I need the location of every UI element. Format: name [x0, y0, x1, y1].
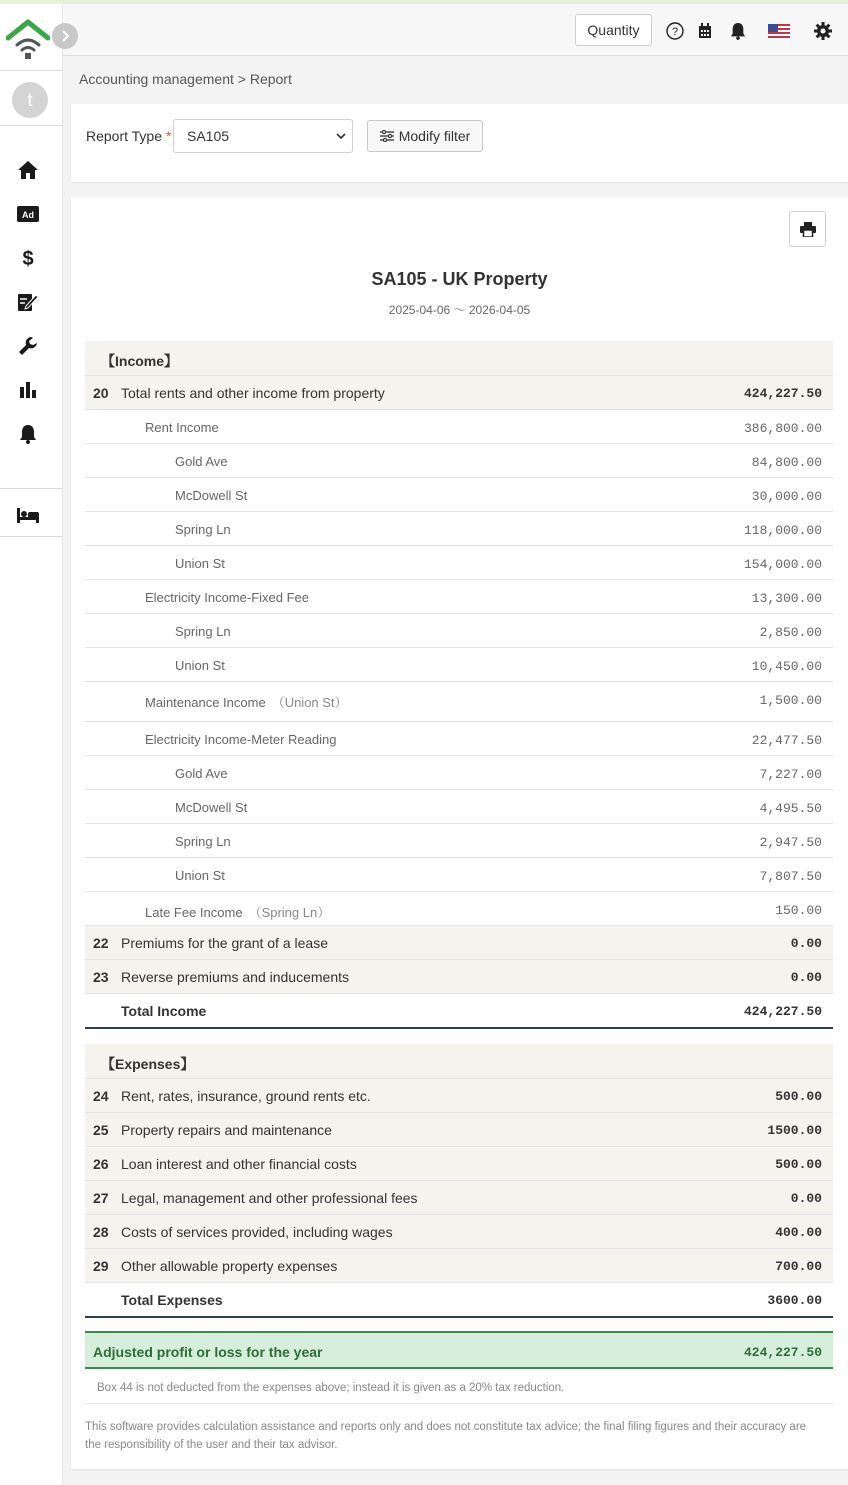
row-label-text: Spring Ln — [175, 624, 231, 639]
row-label — [121, 1292, 223, 1308]
chevron-down-icon — [336, 131, 346, 141]
row-label-text: Premiums for the grant of a lease — [121, 935, 328, 951]
row-label-text: McDowell St — [175, 800, 248, 815]
row-label-text: Electricity Income-Meter Reading — [145, 732, 337, 747]
table-row — [85, 1249, 833, 1283]
row-value: 1,500.00 — [759, 693, 822, 708]
row-value: 500.00 — [775, 1157, 822, 1172]
row-label — [175, 624, 231, 639]
total-row — [85, 1283, 833, 1318]
table-row — [85, 648, 833, 682]
table-row — [85, 580, 833, 614]
row-label-text: Legal, management and other professional fees — [121, 1190, 418, 1206]
row-value: 424,227.50 — [743, 1345, 822, 1360]
row-value: 4,495.50 — [759, 801, 822, 816]
row-label — [121, 1190, 418, 1206]
row-label — [175, 868, 225, 883]
row-label-text: Spring Ln — [175, 522, 231, 537]
svg-text:Ad: Ad — [22, 210, 34, 220]
row-label-text: Maintenance Income — [145, 695, 266, 710]
row-value: 386,800.00 — [743, 421, 822, 436]
row-label-text: Rent Income — [145, 420, 219, 435]
table-row — [85, 892, 833, 926]
row-label-text: Property repairs and maintenance — [121, 1122, 332, 1138]
row-label-text: 【Expenses】 — [101, 1056, 195, 1072]
row-value: 0.00 — [790, 1191, 822, 1206]
chevron-right-icon — [60, 30, 70, 42]
report-type-selected: SA105 — [187, 128, 230, 144]
logo-icon[interactable] — [6, 18, 50, 62]
row-label — [121, 1003, 206, 1019]
row-label-text: Union St — [175, 868, 225, 883]
box-number: 28 — [93, 1224, 109, 1240]
row-label-text: Union St — [175, 658, 225, 673]
total-row — [85, 994, 833, 1029]
box-number: 27 — [93, 1190, 109, 1206]
row-value: 0.00 — [790, 936, 822, 951]
dollar-icon[interactable] — [16, 246, 40, 270]
row-label-text: McDowell St — [175, 488, 248, 503]
row-label — [175, 454, 228, 469]
box-number: 23 — [93, 969, 109, 985]
table-row — [85, 1215, 833, 1249]
row-value: 7,807.50 — [759, 869, 822, 884]
row-value: 30,000.00 — [751, 489, 822, 504]
table-row — [85, 1147, 833, 1181]
row-value: 84,800.00 — [751, 455, 822, 470]
row-label — [175, 556, 225, 571]
row-label — [175, 800, 247, 815]
row-label — [121, 1122, 332, 1138]
section-gap — [85, 1318, 833, 1331]
row-label-text: Spring Ln — [175, 834, 231, 849]
row-label — [175, 658, 225, 673]
row-value: 154,000.00 — [743, 557, 822, 572]
table-row — [85, 1079, 833, 1113]
avatar[interactable] — [12, 82, 48, 118]
section-header-row — [85, 1044, 833, 1079]
table-row — [85, 410, 833, 444]
report-type-label — [86, 128, 171, 144]
modify-filter-button[interactable] — [367, 120, 483, 152]
section-gap — [85, 1029, 833, 1044]
report-title: SA105 - UK Property — [371, 269, 548, 289]
collapse-sidebar-button[interactable] — [52, 23, 78, 49]
box44-footnote: Box 44 is not deducted from the expenses above; instead it is given as a 20% tax reduction. — [97, 1382, 565, 1394]
row-label-text: Late Fee Income — [145, 905, 243, 920]
row-label — [121, 1258, 337, 1274]
row-label — [175, 522, 231, 537]
row-label-text: Rent, rates, insurance, ground rents etc. — [121, 1088, 371, 1104]
bar-chart-icon[interactable] — [16, 378, 40, 402]
row-value: 424,227.50 — [743, 386, 822, 401]
box-number: 22 — [93, 935, 109, 951]
row-label — [121, 1088, 371, 1104]
ad-icon[interactable] — [16, 202, 40, 226]
quantity-button[interactable]: Quantity — [575, 14, 652, 46]
row-value: 13,300.00 — [751, 591, 822, 606]
row-value: 424,227.50 — [743, 1004, 822, 1019]
help-icon[interactable] — [665, 21, 685, 41]
row-value: 2,850.00 — [759, 625, 822, 640]
box-number: 26 — [93, 1156, 109, 1172]
row-label — [175, 766, 228, 781]
row-value: 3600.00 — [767, 1293, 822, 1308]
row-label — [145, 590, 309, 605]
top-header — [63, 4, 848, 56]
report-period: 2025-04-06 〜 2026-04-05 — [388, 303, 531, 317]
row-label-text: Gold Ave — [175, 766, 228, 781]
svg-text:?: ? — [671, 26, 679, 38]
row-label-text: Total Income — [121, 1003, 207, 1019]
box-number: 24 — [93, 1088, 109, 1104]
row-value: 7,227.00 — [759, 767, 822, 782]
sidebar-divider — [0, 125, 63, 126]
bed-icon[interactable] — [16, 503, 40, 527]
row-value: 118,000.00 — [743, 523, 822, 538]
row-value: 0.00 — [790, 970, 822, 985]
svg-text:$: $ — [22, 248, 34, 269]
disclaimer: This software provides calculation assistance and reports only and does not constitute tax advice; the final filing figures and their accuracy are the responsibility of the user and their tax advisor. — [85, 1421, 807, 1451]
sliders-icon — [380, 130, 394, 142]
report-type-select[interactable] — [173, 119, 353, 153]
row-value: 150.00 — [775, 903, 822, 918]
row-label-text: Loan interest and other financial costs — [121, 1156, 357, 1172]
row-label — [175, 834, 231, 849]
row-label — [145, 732, 336, 747]
row-label — [121, 1224, 393, 1240]
modify-filter-label: Modify filter — [398, 128, 471, 144]
row-value: 10,450.00 — [751, 659, 822, 674]
row-label — [175, 488, 247, 503]
box-number: 25 — [93, 1122, 109, 1138]
row-label — [121, 969, 349, 985]
row-label-text: Adjusted profit or loss for the year — [93, 1344, 323, 1360]
row-label — [101, 1054, 194, 1074]
row-label-text: Reverse premiums and inducements — [121, 969, 349, 985]
row-label-text: Other allowable property expenses — [121, 1258, 338, 1274]
table-row — [85, 1113, 833, 1147]
table-row — [85, 546, 833, 580]
gear-icon[interactable] — [813, 21, 833, 41]
table-row — [85, 478, 833, 512]
breadcrumb: Accounting management > Report — [79, 71, 292, 87]
printer-icon — [800, 222, 816, 237]
row-label — [145, 420, 219, 435]
row-value: 700.00 — [775, 1259, 822, 1274]
table-row — [85, 756, 833, 790]
row-label-text: Electricity Income-Fixed Fee — [145, 590, 309, 605]
row-label-text: Gold Ave — [175, 454, 228, 469]
row-label — [145, 902, 330, 921]
report-type-label-text: Report Type — [86, 128, 163, 144]
table-row — [85, 790, 833, 824]
row-label-text: 【Income】 — [101, 353, 179, 369]
edit-document-icon[interactable] — [16, 290, 40, 314]
sidebar-divider — [0, 536, 63, 537]
row-label — [93, 1344, 322, 1360]
row-label — [121, 1156, 357, 1172]
table-row — [85, 722, 833, 756]
table-row — [85, 682, 833, 722]
row-value: 22,477.50 — [751, 733, 822, 748]
row-label — [145, 692, 348, 711]
row-label-text: Total Expenses — [121, 1292, 223, 1308]
table-row — [85, 376, 833, 410]
row-label-text: Total rents and other income from property — [121, 385, 385, 401]
table-row — [85, 512, 833, 546]
wrench-icon[interactable] — [16, 334, 40, 358]
box-number: 20 — [93, 385, 109, 401]
home-icon[interactable] — [16, 158, 40, 182]
avatar-letter: t — [27, 89, 33, 110]
row-label — [121, 385, 385, 401]
required-mark: * — [166, 128, 172, 144]
row-note: （Spring Ln） — [248, 905, 331, 920]
row-value: 1500.00 — [767, 1123, 822, 1138]
table-row — [85, 614, 833, 648]
profit-row — [85, 1331, 833, 1369]
calendar-icon[interactable] — [695, 21, 715, 41]
table-row — [85, 858, 833, 892]
row-value: 500.00 — [775, 1089, 822, 1104]
row-value: 2,947.50 — [759, 835, 822, 850]
us-flag-icon[interactable] — [767, 21, 791, 41]
sidebar — [0, 4, 63, 1485]
sidebar-divider — [0, 488, 63, 489]
section-header-row — [85, 341, 833, 376]
bell-icon[interactable] — [728, 21, 748, 41]
table-row — [85, 960, 833, 994]
row-label-text: Costs of services provided, including wages — [121, 1224, 393, 1240]
box-number: 29 — [93, 1258, 109, 1274]
footnote-divider — [85, 1403, 833, 1404]
filter-card — [71, 104, 848, 182]
report-table — [85, 341, 833, 1369]
table-row — [85, 824, 833, 858]
row-label-text: Union St — [175, 556, 225, 571]
print-button[interactable] — [789, 211, 826, 247]
sidebar-divider — [0, 70, 63, 71]
table-row — [85, 926, 833, 960]
row-note: （Union St） — [271, 695, 348, 710]
row-label — [121, 935, 328, 951]
table-row — [85, 1181, 833, 1215]
bell-icon[interactable] — [16, 422, 40, 446]
row-label — [101, 351, 178, 371]
row-value: 400.00 — [775, 1225, 822, 1240]
table-row — [85, 444, 833, 478]
